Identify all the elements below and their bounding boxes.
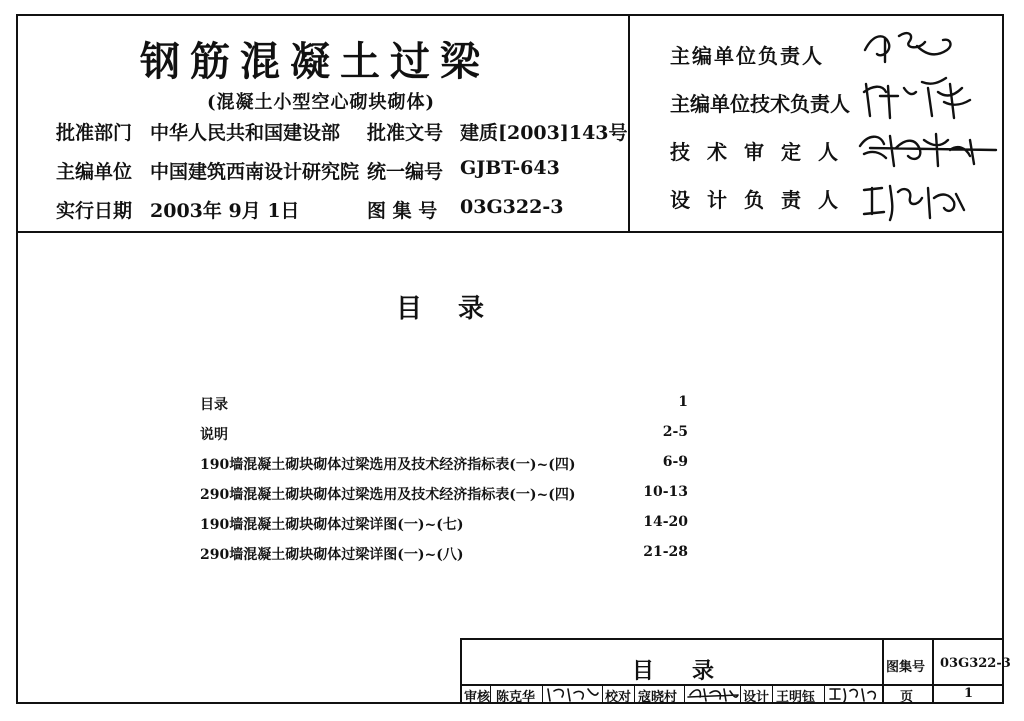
check-label: 校对: [605, 690, 632, 705]
toc-item-pages: 2-5: [662, 424, 688, 440]
title-block: [460, 638, 1011, 705]
approval-dept-value: 中华人民共和国建设部: [150, 122, 341, 144]
approval-doc-label: 批准文号: [367, 122, 444, 144]
title-block-cell-divider: [772, 684, 773, 702]
title-block-cell-divider: [602, 684, 603, 702]
unified-no-label: 统一编号: [367, 161, 444, 183]
reviewer-name: 陈克华: [496, 690, 536, 705]
header-divider-horizontal: [16, 231, 1004, 233]
title-block-cell-divider: [490, 684, 491, 702]
header-divider-vertical: [628, 14, 630, 232]
title-block-col-divider: [882, 640, 884, 702]
approval-dept-label: 批准部门: [56, 122, 133, 144]
toc-item[interactable]: [200, 424, 688, 446]
signature-chief-unit-tech: [858, 72, 978, 122]
checker-name: 寇晓村: [638, 690, 678, 705]
title-block-cell-divider: [634, 684, 635, 702]
title-block-atlas-label: 图集号: [886, 660, 926, 675]
design-responsible-role: 设计负责人: [670, 188, 855, 212]
toc-item[interactable]: [200, 514, 688, 536]
chief-unit-tech-responsible-role: 主编单位技术负责人: [670, 92, 850, 116]
designer-signature: [826, 685, 880, 703]
signature-chief-unit: [855, 24, 965, 68]
unified-no-value: GJBT-643: [460, 157, 560, 179]
toc-item-label: 290墙混凝土砌块砌体过梁详图(一)~(八): [200, 547, 464, 563]
toc-item-pages: 6-9: [662, 454, 688, 470]
title-block-title: 目录: [632, 658, 753, 684]
toc-item-pages: 14-20: [643, 514, 688, 530]
checker-signature: [686, 685, 740, 703]
designer-name: 王明钰: [776, 690, 816, 705]
chief-unit-value: 中国建筑西南设计研究院: [150, 161, 360, 183]
title-block-atlas-no: 03G322-3: [940, 656, 1011, 671]
title-block-cell-divider: [542, 684, 543, 702]
toc-item-label: 190墙混凝土砌块砌体过梁详图(一)~(七): [200, 517, 464, 533]
toc-item-label: 190墙混凝土砌块砌体过梁选用及技术经济指标表(一)~(四): [200, 457, 576, 473]
title-block-cell-divider: [740, 684, 741, 702]
signature-design-responsible: [858, 176, 968, 224]
toc-heading: 目录: [396, 294, 521, 324]
tech-reviewer-role: 技术审定人: [670, 140, 855, 164]
page-label: 页: [900, 690, 914, 705]
atlas-no-label: 图 集 号: [367, 200, 438, 222]
page-number: 1: [964, 686, 974, 701]
toc-item-label: 290墙混凝土砌块砌体过梁选用及技术经济指标表(一)~(四): [200, 487, 576, 503]
title-block-cell-divider: [684, 684, 685, 702]
chief-unit-label: 主编单位: [56, 161, 133, 183]
impl-date-value: 2003年 9月 1日: [150, 200, 300, 222]
toc-item[interactable]: [200, 484, 688, 506]
toc-item-label: 目录: [200, 397, 228, 413]
toc-item-pages: 21-28: [643, 544, 688, 560]
design-label: 设计: [743, 690, 770, 705]
approval-doc-value: 建质[2003]143号: [460, 122, 628, 144]
reviewer-signature: [544, 685, 600, 703]
document-title: 钢筋混凝土过梁: [140, 38, 490, 85]
signature-tech-reviewer: [850, 126, 1000, 170]
toc-item-label: 说明: [200, 427, 228, 443]
title-block-cell-divider: [824, 684, 825, 702]
impl-date-label: 实行日期: [56, 200, 133, 222]
toc-item-pages: 10-13: [643, 484, 688, 500]
toc-item[interactable]: [200, 544, 688, 566]
document-subtitle: (混凝土小型空心砌块砌体): [207, 92, 436, 113]
atlas-no-value: 03G322-3: [460, 196, 564, 218]
chief-unit-responsible-role: 主编单位负责人: [670, 44, 824, 68]
review-label: 审核: [464, 690, 491, 705]
toc-item[interactable]: [200, 394, 688, 416]
toc-item[interactable]: [200, 454, 688, 476]
toc-item-pages: 1: [678, 394, 688, 410]
title-block-col-divider: [932, 640, 934, 702]
